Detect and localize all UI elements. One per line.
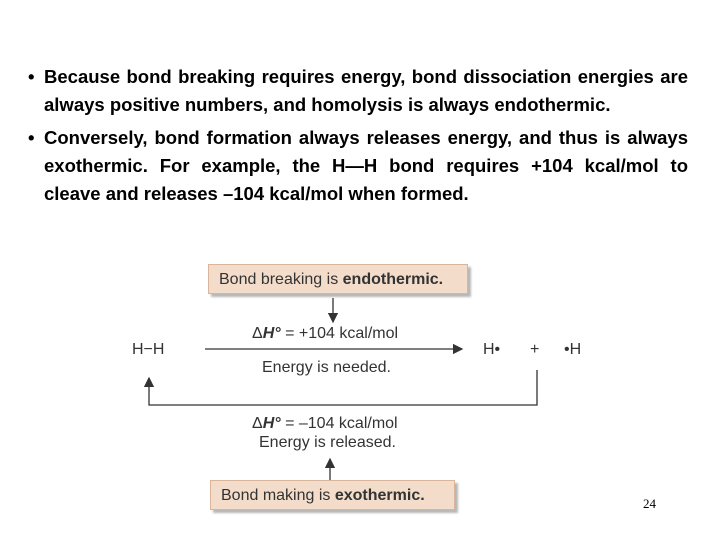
bullet-marker: •: [28, 66, 35, 87]
forward-delta: Δ: [252, 325, 263, 342]
reverse-h: H°: [262, 415, 281, 432]
forward-note: Energy is needed.: [262, 359, 391, 376]
forward-enthalpy: [252, 325, 398, 343]
forward-value: = +104 kcal/mol: [280, 325, 399, 342]
bullet-text-1: Because bond breaking requires energy, bond dissociation energies are always positive numbers, and homolysis is always endothermic.: [44, 66, 688, 115]
bullet-text-2: Conversely, bond formation always releases energy, and thus is always exothermic. For example, the H—H bond requires +104 kcal/mol to cleave and releases –104 kcal/mol when formed.: [44, 127, 688, 204]
product-h-radical-1: H•: [483, 341, 501, 358]
page-number: 24: [643, 496, 656, 511]
endothermic-box-emphasis: endothermic.: [342, 271, 444, 288]
reverse-note: Energy is released.: [259, 434, 396, 451]
exothermic-box-prefix: Bond making is: [221, 487, 335, 504]
exothermic-box-emphasis: exothermic.: [334, 487, 425, 504]
exothermic-box: [210, 480, 455, 510]
reverse-enthalpy: [252, 415, 398, 433]
bullet-marker: •: [28, 127, 35, 148]
plus-sign: +: [530, 341, 540, 358]
reverse-value: = –104 kcal/mol: [280, 415, 398, 432]
reverse-delta: Δ: [252, 415, 263, 432]
reactant-h2: H−H: [132, 341, 165, 358]
forward-h: H°: [262, 325, 281, 342]
endothermic-box: [208, 264, 468, 294]
product-h-radical-2: •H: [564, 341, 582, 358]
endothermic-box-prefix: Bond breaking is: [219, 271, 343, 288]
